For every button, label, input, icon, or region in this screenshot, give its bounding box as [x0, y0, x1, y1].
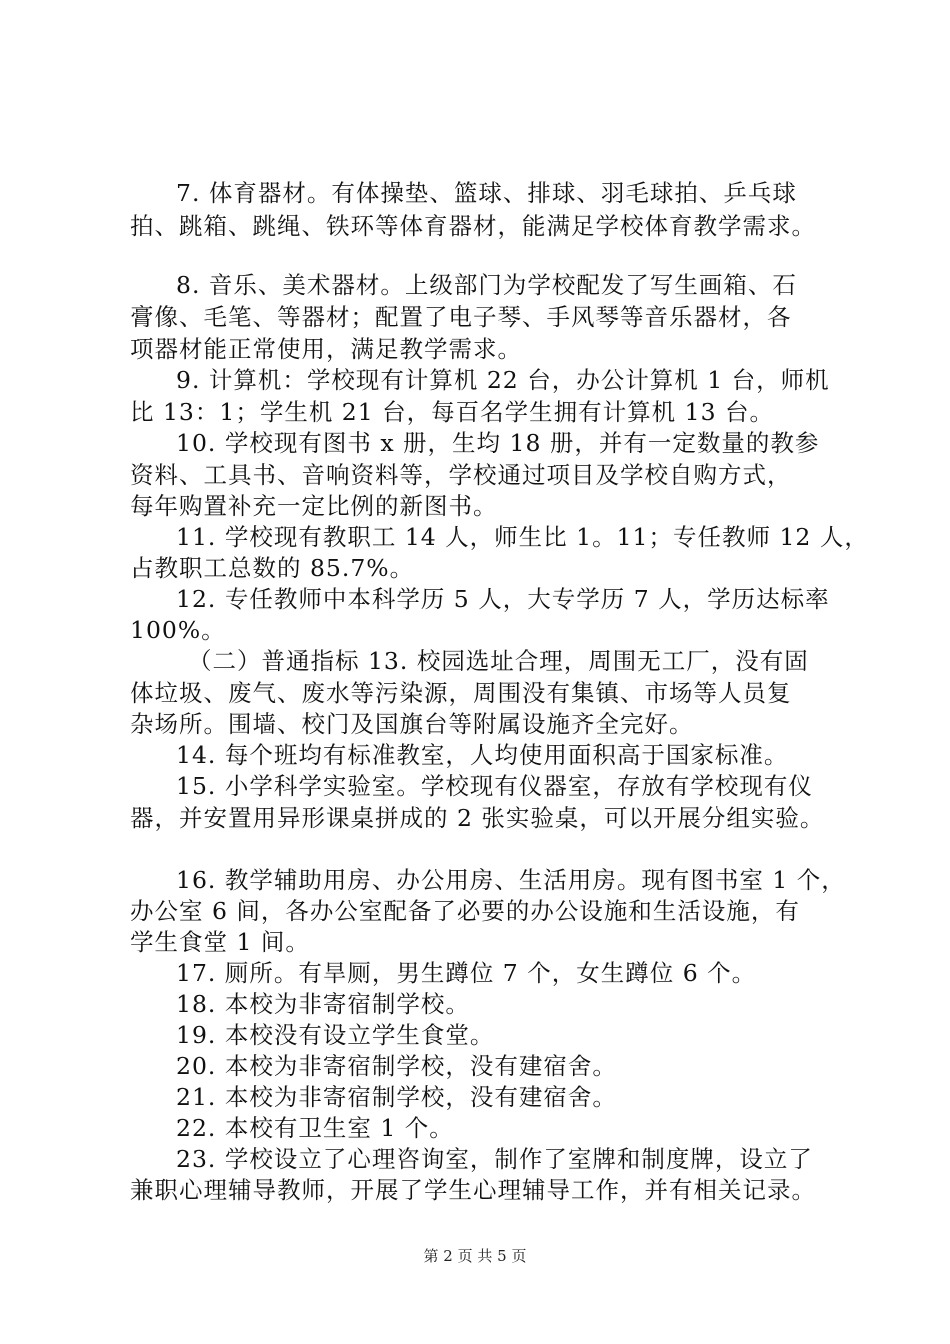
- page-footer: 第 2 页 共 5 页: [423, 1247, 527, 1265]
- paragraph-8-line-2: 膏像、毛笔、等器材；配置了电子琴、手风琴等音乐器材，各: [130, 303, 792, 331]
- paragraph-10-line-1: 10. 学校现有图书 x 册，生均 18 册，并有一定数量的教参: [176, 429, 820, 457]
- paragraph-8-line-1: 8. 音乐、美术器材。上级部门为学校配发了写生画箱、石: [176, 271, 797, 299]
- paragraph-9-line-2: 比 13：1；学生机 21 台，每百名学生拥有计算机 13 台。: [130, 398, 775, 426]
- paragraph-13-line-1: （二）普通指标 13. 校园选址合理，周围无工厂，没有固: [188, 647, 809, 675]
- paragraph-17-line-1: 17. 厕所。有旱厕，男生蹲位 7 个，女生蹲位 6 个。: [176, 959, 757, 987]
- paragraph-8-line-3: 项器材能正常使用，满足教学需求。: [130, 335, 522, 363]
- paragraph-7-line-1: 7. 体育器材。有体操垫、篮球、排球、羽毛球拍、乒乓球: [176, 179, 797, 207]
- paragraph-7-line-2: 拍、跳箱、跳绳、铁环等体育器材，能满足学校体育教学需求。: [130, 212, 816, 240]
- paragraph-21-line-1: 21. 本校为非寄宿制学校，没有建宿舍。: [176, 1083, 617, 1111]
- paragraph-18-line-1: 18. 本校为非寄宿制学校。: [176, 990, 470, 1018]
- paragraph-13-line-3: 杂场所。围墙、校门及国旗台等附属设施齐全完好。: [130, 710, 694, 738]
- paragraph-14-line-1: 14. 每个班均有标准教室，人均使用面积高于国家标准。: [176, 741, 789, 769]
- paragraph-11-line-2: 占教职工总数的 85.7%。: [130, 554, 415, 582]
- paragraph-23-line-1: 23. 学校设立了心理咨询室，制作了室牌和制度牌，设立了: [176, 1145, 813, 1173]
- paragraph-12-line-1: 12. 专任教师中本科学历 5 人，大专学历 7 人，学历达标率: [176, 585, 830, 613]
- paragraph-13-line-2: 体垃圾、废气、废水等污染源，周围没有集镇、市场等人员复: [130, 679, 792, 707]
- paragraph-15-line-1: 15. 小学科学实验室。学校现有仪器室，存放有学校现有仪: [176, 772, 813, 800]
- paragraph-16-line-2: 办公室 6 间，各办公室配备了必要的办公设施和生活设施，有: [130, 897, 800, 925]
- paragraph-10-line-3: 每年购置补充一定比例的新图书。: [130, 492, 498, 520]
- paragraph-15-line-2: 器，并安置用异形课桌拼成的 2 张实验桌，可以开展分组实验。: [130, 804, 825, 832]
- paragraph-9-line-1: 9. 计算机：学校现有计算机 22 台，办公计算机 1 台，师机: [176, 366, 830, 394]
- paragraph-11-line-1: 11. 学校现有教职工 14 人，师生比 1。11；专任教师 12 人，: [176, 523, 869, 551]
- paragraph-10-line-2: 资料、工具书、音响资料等，学校通过项目及学校自购方式，: [130, 461, 792, 489]
- paragraph-19-line-1: 19. 本校没有设立学生食堂。: [176, 1021, 495, 1049]
- paragraph-16-line-1: 16. 教学辅助用房、办公用房、生活用房。现有图书室 1 个，: [176, 866, 846, 894]
- paragraph-22-line-1: 22. 本校有卫生室 1 个。: [176, 1114, 454, 1142]
- paragraph-23-line-2: 兼职心理辅导教师，开展了学生心理辅导工作，并有相关记录。: [130, 1176, 816, 1204]
- paragraph-12-line-2: 100%。: [130, 616, 226, 644]
- paragraph-16-line-3: 学生食堂 1 间。: [130, 928, 310, 956]
- paragraph-20-line-1: 20. 本校为非寄宿制学校，没有建宿舍。: [176, 1052, 617, 1080]
